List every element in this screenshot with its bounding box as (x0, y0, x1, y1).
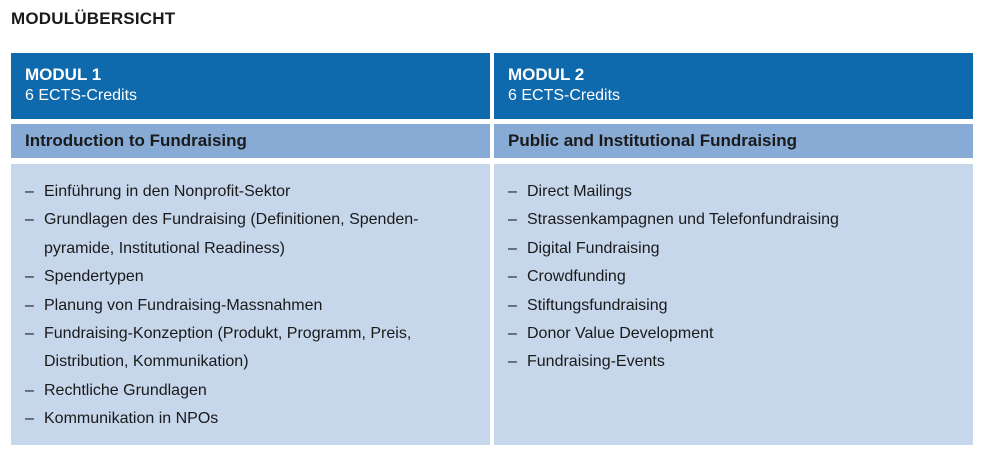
module-1-credits: 6 ECTS-Credits (25, 87, 138, 104)
page-title: MODULÜBERSICHT (11, 9, 176, 28)
module-2-topic-list (508, 178, 973, 377)
module-2-header (494, 53, 973, 119)
list-item: – Grundlagen des Fundraising (Definitionen, Spenden- (25, 211, 419, 229)
list-item-continuation: pyramide, Institutional Readiness) (44, 239, 286, 257)
list-item: – Rechtliche Grundlagen (25, 381, 207, 399)
list-item: – Donor Value Development (508, 325, 714, 343)
list-item: – Fundraising-Konzeption (Produkt, Programm, Preis, (25, 325, 412, 343)
list-item: – Fundraising-Events (508, 353, 665, 371)
list-item: – Digital Fundraising (508, 239, 660, 257)
module-1-content (11, 164, 490, 445)
list-item: – Spendertypen (25, 268, 144, 286)
list-item: – Planung von Fundraising-Massnahmen (25, 296, 323, 314)
list-item: – Crowdfunding (508, 268, 626, 286)
module-1-topic-list (25, 178, 490, 434)
module-2-subtitle: Public and Institutional Fundraising (494, 124, 973, 158)
module-2-name: MODUL 2 (508, 65, 585, 84)
list-item: – Strassenkampagnen und Telefonfundraising (508, 211, 839, 229)
list-item-continuation: Distribution, Kommunikation) (44, 353, 249, 371)
list-item: – Einführung in den Nonprofit-Sektor (25, 183, 291, 200)
list-item: – Stiftungsfundraising (508, 296, 668, 314)
module-1-subtitle: Introduction to Fundraising (11, 124, 490, 158)
list-item: – Kommunikation in NPOs (25, 410, 219, 428)
module-2-panel (494, 53, 973, 445)
module-1-header (11, 53, 490, 119)
module-2-content (494, 164, 973, 445)
module-1-panel (11, 53, 490, 445)
module-2-credits: 6 ECTS-Credits (508, 87, 621, 104)
list-item: – Direct Mailings (508, 183, 632, 200)
module-1-name: MODUL 1 (25, 65, 102, 84)
